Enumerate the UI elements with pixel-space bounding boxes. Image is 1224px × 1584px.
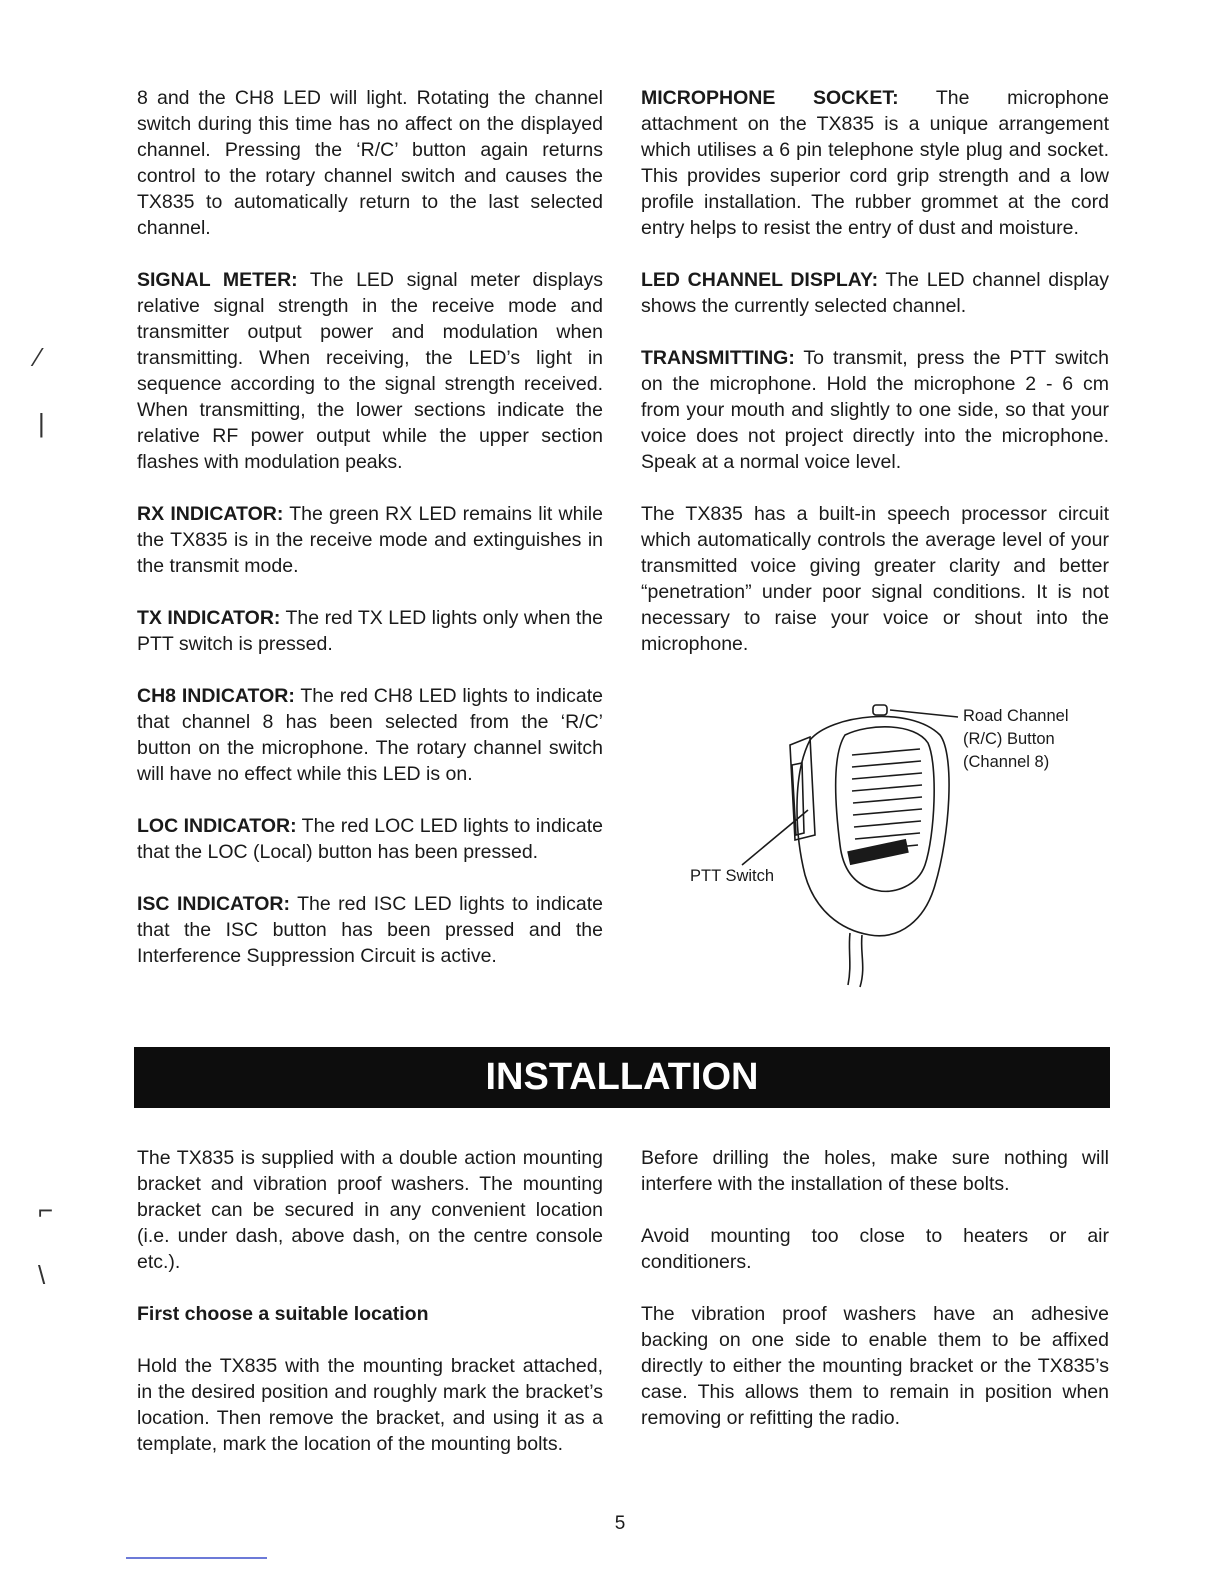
signal-meter-heading: SIGNAL METER: [137, 269, 298, 291]
transmitting-text: To transmit, press the PTT switch on the microphone. Hold the microphone 2 - 6 cm from your mouth and slightly to one side, so that your voice does not project directly into the microphone. Speak at a normal voice level. [641, 347, 1109, 473]
ch8-indicator-text: The red CH8 LED lights to indicate that channel 8 has been selected from the ‘R/C’ button on the microphone. The rotary channel switch will have no effect while this LED is on. [137, 685, 603, 785]
drilling-paragraph: Before drilling the holes, make sure nothing will interfere with the installation of these bolts. [641, 1147, 1109, 1195]
loc-indicator-text: The red LOC LED lights to indicate that the LOC (Local) button has been pressed. [137, 815, 603, 863]
rx-indicator-paragraph [137, 501, 603, 579]
right-top-column [641, 85, 1109, 657]
microphone-socket-paragraph [641, 85, 1109, 241]
tx-indicator-text: The red TX LED lights only when the PTT switch is pressed. [137, 607, 604, 655]
rc-label-line-1: Road Channel [963, 707, 1069, 725]
right-bottom-column [641, 1145, 1109, 1431]
transmitting-heading: TRANSMITTING: [641, 347, 795, 369]
installation-title: INSTALLATION [485, 1056, 759, 1098]
signal-meter-paragraph [137, 267, 603, 475]
microphone-socket-text: The microphone attachment on the TX835 is a unique arrangement which utilises a 6 pin telephone style plug and socket. This provides superior cord grip strength and a low profile installation. The rubber grommet at the cord entry helps to resist the entry of dust and moisture. [641, 87, 1109, 239]
tx-indicator-heading: TX INDICATOR: [137, 607, 281, 629]
led-channel-display-heading: LED CHANNEL DISPLAY: [641, 269, 879, 291]
margin-mark-2: | [38, 408, 45, 438]
ptt-label: PTT Switch [690, 867, 775, 885]
rx-indicator-heading: RX INDICATOR: [137, 503, 284, 525]
loc-indicator-paragraph [137, 813, 603, 865]
isc-indicator-text: The red ISC LED lights to indicate that the ISC button has been pressed and the Interference Suppression Circuit is active. [137, 893, 603, 967]
mark-bracket-paragraph: Hold the TX835 with the mounting bracket attached, in the desired position and roughly mark the bracket’s location. Then remove the bracket, and using it as a template, mark the location of the mounting bolts. [137, 1355, 603, 1455]
speech-processor-paragraph: The TX835 has a built-in speech processor circuit which automatically controls the average level of your transmitted voice giving greater clarity and better “penetration” under poor signal conditions. It is not necessary to raise your voice or shout into the microphone. [641, 503, 1109, 655]
ch8-indicator-heading: CH8 INDICATOR: [137, 685, 295, 707]
ch8-indicator-paragraph [137, 683, 603, 787]
tx-indicator-paragraph [137, 605, 603, 657]
left-bottom-column [137, 1145, 603, 1457]
isc-indicator-heading: ISC INDICATOR: [137, 893, 290, 915]
loc-indicator-heading: LOC INDICATOR: [137, 815, 297, 837]
washers-paragraph: The vibration proof washers have an adhesive backing on one side to enable them to be affixed directly to either the mounting bracket or the TX835’s case. This allows them to remain in position when removing or refitting the radio. [641, 1303, 1109, 1429]
rx-indicator-text: The green RX LED remains lit while the TX835 is in the receive mode and extinguishes in the transmit mode. [137, 503, 603, 577]
choose-location-subheading: First choose a suitable location [137, 1303, 429, 1325]
page-number: 5 [614, 1513, 626, 1534]
microphone-figure [680, 695, 1100, 995]
led-channel-display-text: The LED channel display shows the currently selected channel. [641, 269, 1109, 317]
left-top-column [137, 85, 603, 969]
installation-banner [134, 1047, 1110, 1108]
signal-meter-text: The LED signal meter displays relative signal strength in the receive mode and transmitter output power and modulation when transmitting. When receiving, the LED’s light in sequence according to the signal strength received. When transmitting, the lower sections indicate the relative RF power output while the upper section flashes with modulation peaks. [137, 269, 604, 473]
footer-rule [126, 1557, 267, 1559]
supplied-bracket-paragraph: The TX835 is supplied with a double action mounting bracket and vibration proof washers. The mounting bracket can be secured in any convenient location (i.e. under dash, above dash, on the centre console etc.). [137, 1147, 603, 1273]
rc-label-line-2: (R/C) Button [963, 730, 1055, 748]
microphone-socket-heading: MICROPHONE SOCKET: [641, 87, 899, 109]
transmitting-paragraph [641, 345, 1109, 475]
margin-mark-4: \ [38, 1260, 46, 1290]
led-channel-display-paragraph [641, 267, 1109, 319]
rc-label-line-3: (Channel 8) [963, 753, 1050, 771]
margin-mark-3: ⌐ [38, 1195, 54, 1225]
isc-indicator-paragraph [137, 891, 603, 969]
channel-switch-paragraph: 8 and the CH8 LED will light. Rotating the channel switch during this time has no affect on the displayed channel. Pressing the ‘R/C’ button again returns control to the rotary channel switch and causes the TX835 to automatically return to the last selected channel. [137, 87, 603, 239]
heaters-paragraph: Avoid mounting too close to heaters or air conditioners. [641, 1225, 1109, 1273]
margin-mark-1: ⁄ [36, 342, 41, 372]
